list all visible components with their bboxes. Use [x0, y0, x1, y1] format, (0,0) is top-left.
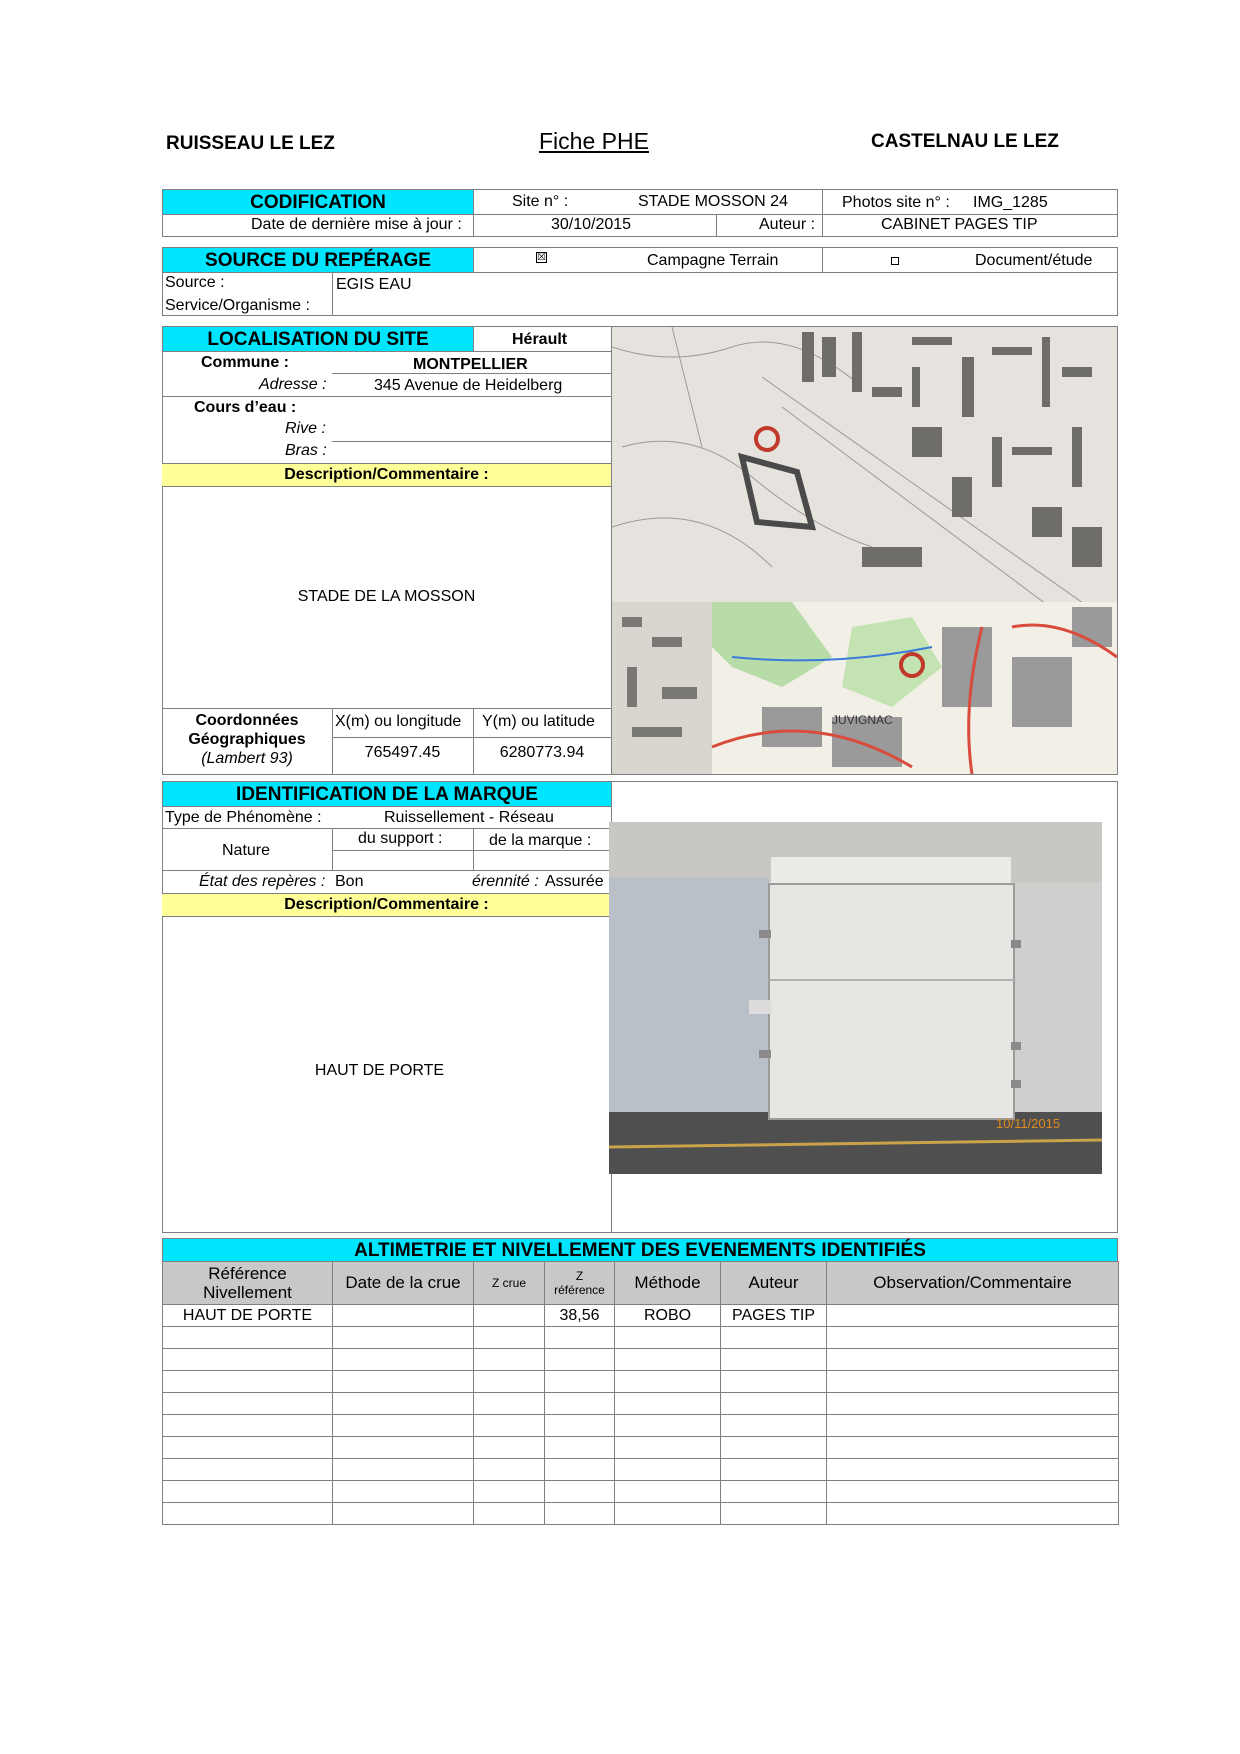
cell-date-crue [333, 1305, 474, 1327]
table-row [163, 1305, 1119, 1327]
date-value: 30/10/2015 [551, 216, 632, 233]
cell-auteur [721, 1481, 827, 1503]
col-observation: Observation/Commentaire [827, 1262, 1119, 1305]
cell-observation [827, 1415, 1119, 1437]
location-map [612, 327, 1117, 774]
cell-z-crue [474, 1437, 545, 1459]
cell-observation [827, 1503, 1119, 1525]
table-row [163, 1415, 1119, 1437]
cell-z-crue [474, 1305, 545, 1327]
cell-methode: ROBO [615, 1305, 721, 1327]
document-etude-checkbox[interactable] [891, 257, 899, 265]
cell-z-reference [545, 1481, 615, 1503]
photos-value: IMG_1285 [973, 194, 1048, 211]
cell-methode [615, 1327, 721, 1349]
altimetrie-table [162, 1261, 1119, 1525]
cell-z-reference [545, 1459, 615, 1481]
site-value: STADE MOSSON 24 [638, 193, 788, 210]
cell-date-crue [333, 1437, 474, 1459]
y-label: Y(m) ou latitude [482, 713, 595, 730]
document-title: Fiche PHE [539, 128, 649, 154]
cell-methode [615, 1481, 721, 1503]
cell-z-crue [474, 1503, 545, 1525]
cell-z-crue [474, 1459, 545, 1481]
localisation-title: LOCALISATION DU SITE [207, 329, 429, 350]
y-value: 6280773.94 [499, 744, 585, 761]
cell-reference [163, 1371, 333, 1393]
cell-observation [827, 1371, 1119, 1393]
campagne-terrain-checkbox[interactable]: ☒ [537, 252, 546, 263]
table-row [163, 1393, 1119, 1415]
date-label: Date de dernière mise à jour : [251, 216, 462, 233]
table-row [163, 1481, 1119, 1503]
site-label: Site n° : [512, 193, 569, 210]
cell-date-crue [333, 1459, 474, 1481]
cell-date-crue [333, 1327, 474, 1349]
cell-z-crue [474, 1481, 545, 1503]
perennite-value: Assurée [545, 873, 604, 890]
table-row [163, 1459, 1119, 1481]
cell-z-reference [545, 1371, 615, 1393]
type-phenomene-value: Ruissellement - Réseau [384, 809, 554, 826]
support-label: du support : [358, 830, 443, 847]
etat-reperes-value: Bon [335, 873, 364, 890]
x-label: X(m) ou longitude [335, 713, 462, 730]
cell-date-crue [333, 1481, 474, 1503]
source-title: SOURCE DU REPÉRAGE [205, 250, 431, 271]
cell-auteur [721, 1393, 827, 1415]
x-value: 765497.45 [364, 744, 441, 761]
coord-label-1: Coordonnées [195, 712, 299, 729]
adresse-label: Adresse : [259, 376, 327, 393]
cell-z-crue [474, 1327, 545, 1349]
river-name: RUISSEAU LE LEZ [166, 133, 335, 154]
auteur-value: CABINET PAGES TIP [881, 216, 1038, 233]
coord-label-3: (Lambert 93) [201, 750, 293, 767]
cell-z-crue [474, 1415, 545, 1437]
codification-title: CODIFICATION [250, 192, 386, 213]
identification-desc-value: HAUT DE PORTE [314, 1062, 445, 1079]
cell-z-crue [474, 1349, 545, 1371]
source-label: Source : [165, 274, 225, 291]
cell-date-crue [333, 1349, 474, 1371]
col-reference: Référence Nivellement [163, 1262, 333, 1305]
service-label: Service/Organisme : [165, 297, 310, 314]
cell-auteur [721, 1503, 827, 1525]
cell-z-reference [545, 1437, 615, 1459]
table-row [163, 1327, 1119, 1349]
cell-reference [163, 1327, 333, 1349]
cell-observation [827, 1459, 1119, 1481]
localisation-desc-value: STADE DE LA MOSSON [297, 588, 476, 605]
table-row [163, 1437, 1119, 1459]
auteur-label: Auteur : [759, 216, 816, 233]
cell-reference [163, 1503, 333, 1525]
col-z-crue: Z crue [474, 1262, 545, 1305]
adresse-value: 345 Avenue de Heidelberg [374, 377, 563, 394]
cell-auteur [721, 1415, 827, 1437]
cell-reference: HAUT DE PORTE [163, 1305, 333, 1327]
cell-reference [163, 1349, 333, 1371]
cell-auteur [721, 1371, 827, 1393]
cell-z-reference [545, 1349, 615, 1371]
altimetrie-header-row [163, 1262, 1119, 1305]
identification-title: IDENTIFICATION DE LA MARQUE [236, 784, 538, 805]
cell-methode [615, 1349, 721, 1371]
cell-date-crue [333, 1371, 474, 1393]
campagne-terrain-label: Campagne Terrain [647, 252, 779, 269]
cell-observation [827, 1393, 1119, 1415]
cours-eau-label: Cours d’eau : [194, 399, 297, 416]
cell-methode [615, 1393, 721, 1415]
col-methode: Méthode [615, 1262, 721, 1305]
cell-z-reference [545, 1503, 615, 1525]
photos-label: Photos site n° : [842, 194, 950, 211]
cell-auteur [721, 1459, 827, 1481]
cell-observation [827, 1437, 1119, 1459]
cell-z-crue [474, 1393, 545, 1415]
cell-methode [615, 1415, 721, 1437]
cell-reference [163, 1393, 333, 1415]
perennite-label: érennité : [472, 873, 539, 890]
cell-reference [163, 1437, 333, 1459]
commune-value: MONTPELLIER [413, 356, 528, 373]
table-row [163, 1371, 1119, 1393]
document-etude-label: Document/étude [975, 252, 1093, 269]
cell-reference [163, 1459, 333, 1481]
photo-date-stamp: 10/11/2015 [996, 1116, 1061, 1131]
cell-date-crue [333, 1415, 474, 1437]
mark-photo [609, 822, 1102, 1174]
cell-date-crue [333, 1503, 474, 1525]
cell-auteur [721, 1437, 827, 1459]
cell-date-crue [333, 1393, 474, 1415]
cell-methode [615, 1459, 721, 1481]
cell-z-reference: 38,56 [545, 1305, 615, 1327]
service-value: EGIS EAU [336, 276, 412, 293]
commune-label: Commune : [201, 354, 289, 371]
rive-label: Rive : [285, 420, 326, 437]
marque-label: de la marque : [489, 832, 592, 849]
cell-observation [827, 1305, 1119, 1327]
cell-z-reference [545, 1415, 615, 1437]
cell-observation [827, 1481, 1119, 1503]
cell-methode [615, 1503, 721, 1525]
cell-z-reference [545, 1327, 615, 1349]
cell-observation [827, 1349, 1119, 1371]
cell-reference [163, 1415, 333, 1437]
table-row [163, 1349, 1119, 1371]
cell-methode [615, 1371, 721, 1393]
cell-z-crue [474, 1371, 545, 1393]
map-town-label: JUVIGNAC [832, 713, 893, 727]
type-phenomene-label: Type de Phénomène : [165, 809, 322, 826]
cell-z-reference [545, 1393, 615, 1415]
cell-observation [827, 1327, 1119, 1349]
cell-reference [163, 1481, 333, 1503]
nature-label: Nature [222, 842, 271, 859]
col-z-reference: Z référence [545, 1262, 615, 1305]
cell-methode [615, 1437, 721, 1459]
commune-name: CASTELNAU LE LEZ [871, 131, 1059, 152]
cell-auteur: PAGES TIP [721, 1305, 827, 1327]
cell-auteur [721, 1327, 827, 1349]
coord-label-2: Géographiques [188, 731, 306, 748]
cell-auteur [721, 1349, 827, 1371]
altimetrie-title: ALTIMETRIE ET NIVELLEMENT DES EVENEMENTS IDENTIFIÉS [354, 1240, 926, 1261]
identification-desc-title: Description/Commentaire : [284, 896, 489, 913]
table-row [163, 1503, 1119, 1525]
col-date-crue: Date de la crue [333, 1262, 474, 1305]
departement-value: Hérault [512, 331, 568, 348]
localisation-desc-title: Description/Commentaire : [284, 466, 489, 483]
col-auteur: Auteur [721, 1262, 827, 1305]
bras-label: Bras : [285, 442, 327, 459]
etat-reperes-label: État des repères : [199, 873, 326, 890]
